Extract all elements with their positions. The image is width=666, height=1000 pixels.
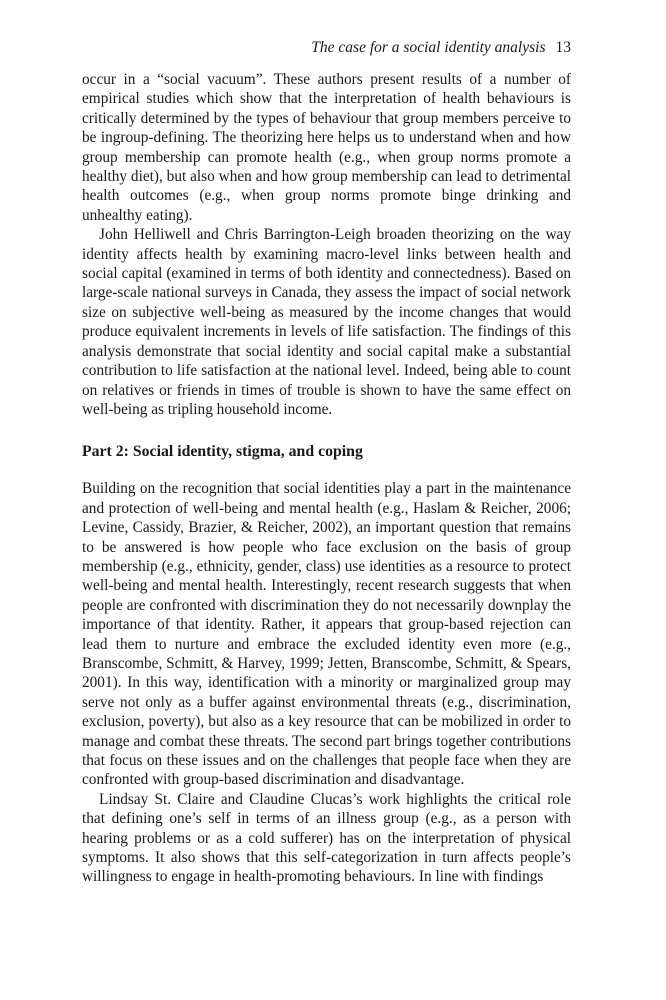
body-paragraph: John Helliwell and Chris Barrington-Leigh broaden theorizing on the way identity affects health by examining macro-level links between health and social capital (examined in terms of both identity and connectedness). Based on large-scale national surveys in Canada, they assess the impact of social network size on subjective well-being as measured by the income changes that would produce equivalent increments in levels of life satisfaction. The findings of this analysis demonstrate that social identity and social capital make a substantial contribution to life satisfaction at the national level. Indeed, being able to count on relatives or friends in times of trouble is shown to have the same effect on well-being as tripling household income.	[82, 226, 571, 418]
running-header	[82, 38, 571, 58]
section-heading: Part 2: Social identity, stigma, and coping	[82, 443, 363, 461]
body-paragraph: Lindsay St. Claire and Claudine Clucas’s work highlights the critical role that defining one’s self in terms of an illness group (e.g., as a person with hearing problems or as a cold sufferer) has on the interpretation of physical symptoms. It also shows that this self-categorization in turn affects people’s willingness to engage in health-promoting behaviours. In line with findings	[82, 790, 571, 886]
book-page	[82, 38, 571, 887]
running-title: The case for a social identity analysis	[311, 39, 546, 56]
body-paragraph: Building on the recognition that social identities play a part in the maintenance and protection of well-being and mental health (e.g., Haslam & Reicher, 2006; Levine, Cassidy, Brazier, & Reicher, 2002), an important question that remains to be answered is how people who face exclusion on the basis of group membership (e.g., ethnicity, gender, class) use identities as a resource to protect well-being and mental health. Interestingly, recent research suggests that when people are confronted with discrimination they do not necessarily downplay the importance of that identity. Rather, it appears that group-based rejection can lead them to nurture and embrace the excluded identity even more (e.g., Branscombe, Schmitt, & Harvey, 1999; Jetten, Branscombe, Schmitt, & Spears, 2001). In this way, identification with a minority or marginalized group may serve not only as a buffer against environmental threats (e.g., discrimination, exclusion, poverty), but also as a key resource that can be mobilized in order to manage and combat these threats. The second part brings together contributions that focus on these issues and on the challenges that people face when they are confronted with group-based discrimination and disadvantage.	[82, 480, 571, 789]
page-number: 13	[555, 39, 571, 56]
body-paragraph: occur in a “social vacuum”. These authors present results of a number of empirical studies which show that the interpretation of health behaviours is critically determined by the types of behaviour that group members perceive to be ingroup-defining. The theorizing here helps us to understand when and how group membership can promote health (e.g., when group norms promote a healthy diet), but also when and how group membership can lead to detrimental health outcomes (e.g., when group norms promote binge drinking and unhealthy eating).	[82, 71, 571, 224]
